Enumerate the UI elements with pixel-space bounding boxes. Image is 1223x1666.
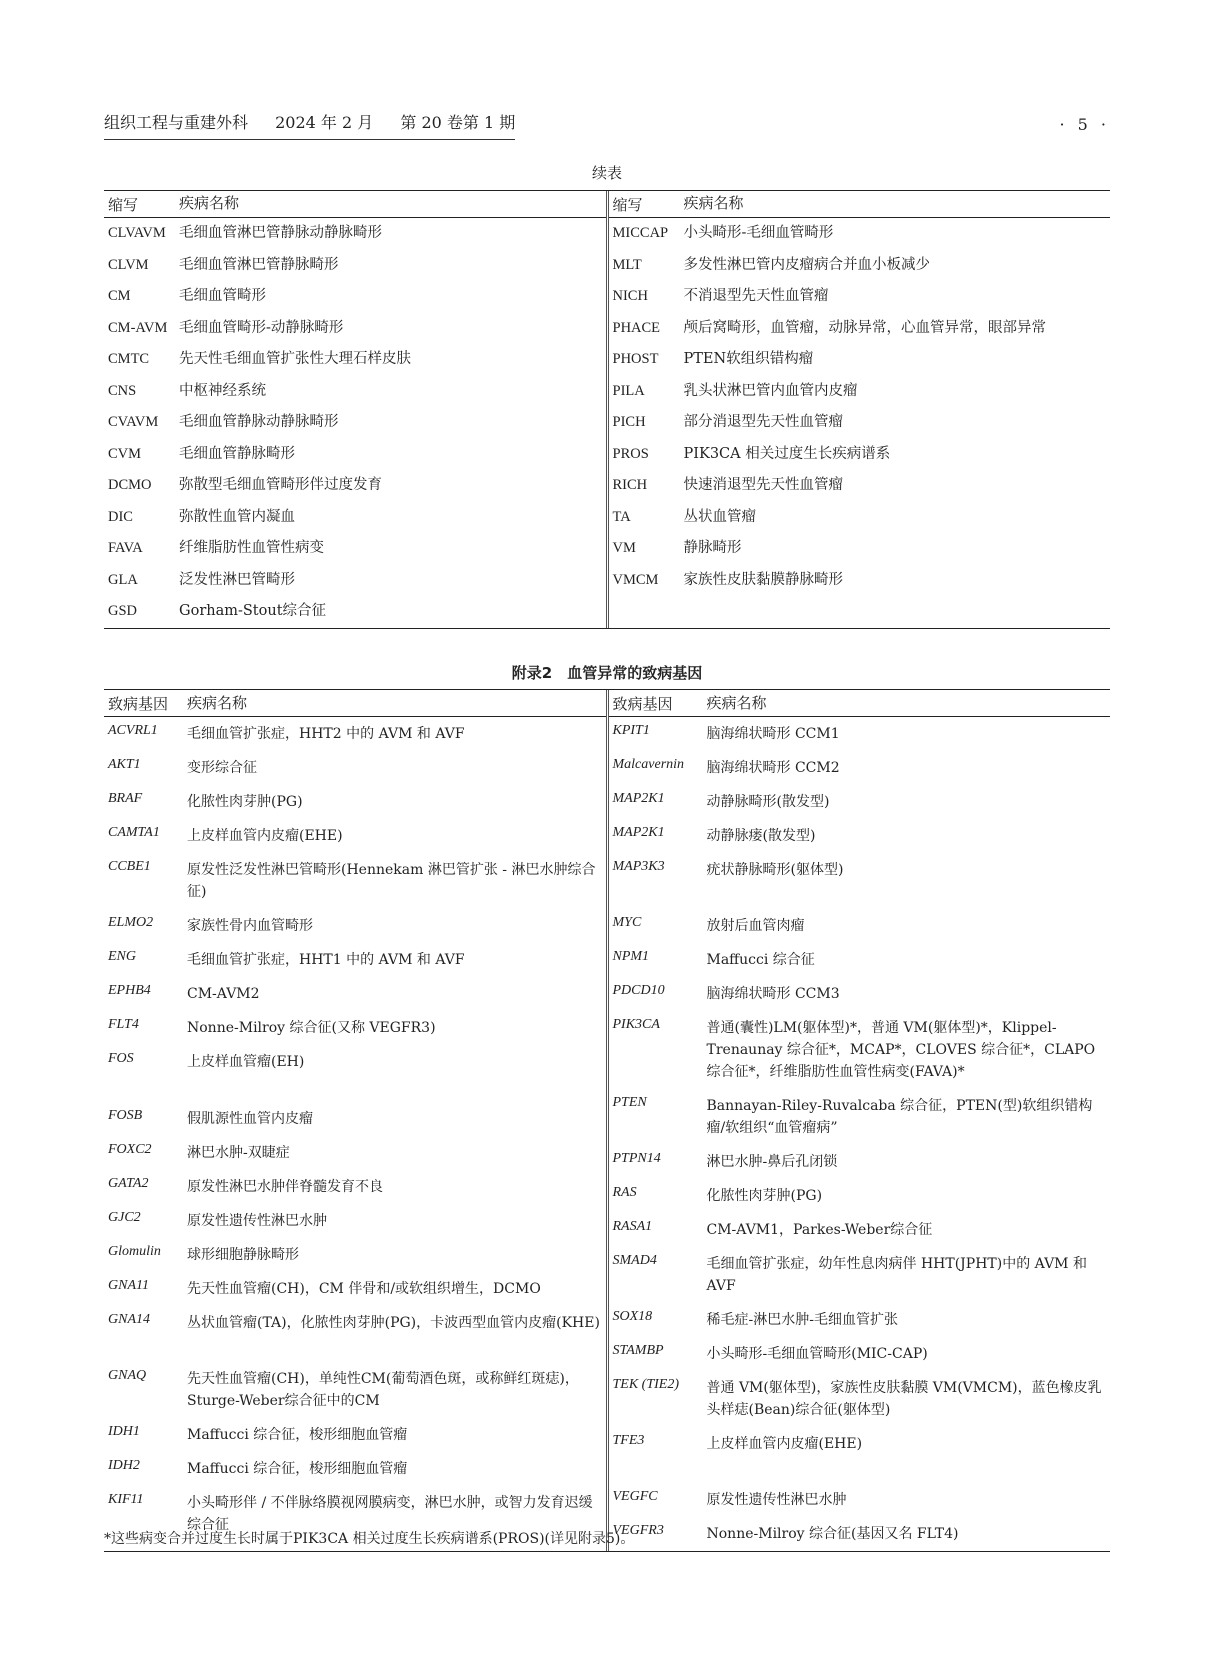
table-row — [104, 218, 606, 250]
disease-name-cell: 原发性泛发性淋巴管畸形(Hennekam 淋巴管扩张 - 淋巴水肿综合征) — [187, 862, 596, 900]
table-row — [104, 1362, 606, 1418]
gene-cell: MAP2K1 — [612, 791, 665, 806]
abbreviation-table-right — [609, 191, 1111, 628]
table-row — [609, 909, 1111, 943]
abbreviation-cell: DCMO — [108, 477, 152, 494]
journal-info — [104, 110, 515, 140]
table-row — [104, 439, 606, 471]
table-row — [609, 1089, 1111, 1145]
gene-cell: NPM1 — [612, 949, 650, 964]
table-row — [609, 1011, 1111, 1089]
table-row — [104, 376, 606, 408]
journal-issue: 第 20 卷第 1 期 — [400, 113, 516, 132]
abbreviation-cell: NICH — [612, 288, 648, 305]
gene-cell: PTPN14 — [612, 1151, 661, 1166]
disease-name-cell: 假肌源性血管内皮瘤 — [187, 1111, 313, 1127]
table-row — [609, 470, 1111, 502]
journal-title: 组织工程与重建外科 — [104, 113, 249, 132]
table2-header-right — [609, 690, 1111, 717]
table-row — [104, 565, 606, 597]
disease-name-cell: PIK3CA 相关过度生长疾病谱系 — [683, 445, 891, 462]
abbreviation-cell: CM — [108, 288, 131, 305]
header-disease: 疾病名称 — [706, 694, 767, 712]
table-row — [104, 281, 606, 313]
table-row — [104, 909, 606, 943]
running-header — [104, 110, 1110, 140]
gene-cell: ENG — [108, 949, 136, 964]
table-row — [609, 717, 1111, 751]
disease-name-cell: 家族性皮肤黏膜静脉畸形 — [683, 571, 843, 588]
abbreviation-cell: CVAVM — [108, 414, 159, 431]
table2-header-left — [104, 690, 606, 717]
gene-cell: IDH2 — [108, 1458, 140, 1473]
table1-header-left — [104, 191, 606, 218]
disease-name-cell: 小头畸形-毛细血管畸形(MIC-CAP) — [706, 1346, 928, 1362]
gene-cell: PDCD10 — [612, 983, 665, 998]
disease-name-cell: 球形细胞静脉畸形 — [187, 1247, 299, 1263]
disease-name-cell: 变形综合征 — [187, 760, 257, 776]
disease-name-cell: 上皮样血管内皮瘤(EHE) — [187, 828, 343, 844]
table-row — [609, 565, 1111, 597]
gene-cell: IDH1 — [108, 1424, 140, 1439]
disease-name-cell: 化脓性肉芽肿(PG) — [187, 794, 303, 810]
gene-cell: Glomulin — [108, 1244, 161, 1259]
abbreviation-cell: RICH — [612, 477, 648, 494]
gene-cell: MYC — [612, 915, 642, 930]
table-row — [609, 376, 1111, 408]
disease-name-cell: 中枢神经系统 — [179, 382, 266, 399]
gene-cell: TFE3 — [612, 1433, 645, 1448]
table-row — [104, 943, 606, 977]
table2-right-rows — [609, 717, 1111, 1551]
disease-name-cell: 疣状静脉畸形(躯体型) — [706, 862, 844, 878]
table-row — [609, 785, 1111, 819]
table-row — [104, 250, 606, 282]
abbreviation-cell: VMCM — [612, 571, 659, 588]
gene-cell: CCBE1 — [108, 859, 151, 874]
disease-name-cell: PTEN软组织错构瘤 — [683, 351, 814, 368]
table-row — [609, 1371, 1111, 1427]
gene-cell: CAMTA1 — [108, 825, 160, 840]
gene-cell: VEGFC — [612, 1489, 658, 1504]
abbreviation-cell: PHOST — [612, 351, 659, 368]
table1-caption: 续表 — [591, 164, 622, 182]
gene-cell: STAMBP — [612, 1343, 664, 1358]
table-row — [104, 470, 606, 502]
gene-table — [104, 689, 1110, 1552]
disease-name-cell: 乳头状淋巴管内血管内皮瘤 — [683, 382, 858, 399]
gene-cell: EPHB4 — [108, 983, 151, 998]
table-row — [609, 943, 1111, 977]
disease-name-cell: 稀毛症-淋巴水肿-毛细血管扩张 — [706, 1312, 898, 1328]
disease-name-cell: 纤维脂肪性血管性病变 — [179, 540, 324, 557]
table-row — [104, 819, 606, 853]
abbreviation-cell: PROS — [612, 445, 649, 462]
disease-name-cell: Maffucci 综合征 — [706, 952, 815, 968]
gene-table-right — [609, 690, 1111, 1551]
table-row — [609, 1145, 1111, 1179]
gene-cell: BRAF — [108, 791, 143, 806]
table-row — [609, 1483, 1111, 1517]
disease-name-cell: 毛细血管淋巴管静脉动静脉畸形 — [179, 225, 382, 242]
disease-name-cell: Maffucci 综合征，梭形细胞血管瘤 — [187, 1461, 408, 1477]
table-row — [104, 1102, 606, 1136]
disease-name-cell: Nonne-Milroy 综合征(基因又名 FLT4) — [706, 1526, 959, 1542]
table-row — [609, 1179, 1111, 1213]
disease-name-cell: 毛细血管畸形-动静脉畸形 — [179, 319, 344, 336]
disease-name-cell: 普通(囊性)LM(躯体型)*，普通 VM(躯体型)*，Klippel-Trenaunay 综合征*，MCAP*，CLOVES 综合征*，CLAPO 综合征*，纤维脂肪性血管性病变(FAVA)* — [706, 1020, 1096, 1080]
gene-cell: KPIT1 — [612, 723, 650, 738]
table-row — [609, 218, 1111, 250]
disease-name-cell: 静脉畸形 — [683, 540, 742, 557]
disease-name-cell: 小头畸形伴 / 不伴脉络膜视网膜病变，淋巴水肿，或智力发育迟缓综合征 — [187, 1495, 593, 1533]
gene-cell: RAS — [612, 1185, 637, 1200]
abbreviation-cell: CMTC — [108, 351, 150, 368]
table-row — [609, 751, 1111, 785]
table-row — [104, 1136, 606, 1170]
abbreviation-cell: CLVM — [108, 256, 149, 273]
disease-name-cell: 颅后窝畸形，血管瘤，动脉异常，心血管异常，眼部异常 — [683, 319, 1046, 336]
table-row — [609, 313, 1111, 345]
gene-cell: GNA14 — [108, 1312, 150, 1327]
footnote: *这些病变合并过度生长时属于PIK3CA 相关过度生长疾病谱系(PROS)(详见附录5)。 — [104, 1531, 635, 1547]
disease-name-cell: Bannayan-Riley-Ruvalcaba 综合征，PTEN(型)软组织错构瘤/软组织“血管瘤病” — [706, 1098, 1093, 1136]
disease-name-cell: 毛细血管静脉动静脉畸形 — [179, 414, 339, 431]
abbreviation-cell: PHACE — [612, 319, 661, 336]
abbreviation-cell: DIC — [108, 508, 133, 525]
gene-cell: GNAQ — [108, 1368, 147, 1383]
table-row — [104, 344, 606, 376]
table-row — [104, 1204, 606, 1238]
abbreviation-cell: FAVA — [108, 540, 143, 557]
table-row — [104, 751, 606, 785]
table-row — [104, 1238, 606, 1272]
disease-name-cell: 淋巴水肿-鼻后孔闭锁 — [706, 1154, 838, 1170]
header-disease: 疾病名称 — [179, 194, 240, 213]
disease-name-cell: 毛细血管扩张症，HHT1 中的 AVM 和 AVF — [187, 952, 465, 968]
disease-name-cell: Maffucci 综合征，梭形细胞血管瘤 — [187, 1427, 408, 1443]
disease-name-cell: 丛状血管瘤(TA)，化脓性肉芽肿(PG)，卡波西型血管内皮瘤(KHE) — [187, 1315, 600, 1331]
table-row — [104, 596, 606, 628]
header-gene: 致病基因 — [612, 696, 673, 713]
gene-table-left — [104, 690, 609, 1551]
table-row — [104, 1418, 606, 1452]
gene-cell: FOS — [108, 1051, 134, 1066]
gene-cell: PIK3CA — [612, 1017, 660, 1032]
disease-name-cell: 脑海绵状畸形 CCM2 — [706, 760, 840, 776]
gene-cell: GATA2 — [108, 1176, 149, 1191]
table-row — [104, 1452, 606, 1486]
disease-name-cell: 弥散性血管内凝血 — [179, 508, 295, 525]
table1-header-right — [609, 191, 1111, 218]
table-row — [609, 1337, 1111, 1371]
table-row — [609, 502, 1111, 534]
abbreviation-cell: PILA — [612, 382, 645, 399]
table-row — [609, 1247, 1111, 1303]
abbreviation-cell: VM — [612, 540, 636, 557]
disease-name-cell: 普通 VM(躯体型)，家族性皮肤黏膜 VM(VMCM)，蓝色橡皮乳头样痣(Bean)综合征(躯体型) — [706, 1380, 1102, 1418]
disease-name-cell: Gorham-Stout综合征 — [179, 603, 327, 620]
disease-name-cell: 上皮样血管内皮瘤(EHE) — [706, 1436, 863, 1452]
gene-cell: FOXC2 — [108, 1142, 152, 1157]
gene-cell: ACVRL1 — [108, 723, 158, 738]
header-disease: 疾病名称 — [187, 694, 248, 712]
table-row — [609, 344, 1111, 376]
abbreviation-cell: GSD — [108, 603, 138, 620]
gene-cell: RASA1 — [612, 1219, 653, 1234]
abbreviation-table-left — [104, 191, 609, 628]
gene-cell: SMAD4 — [612, 1253, 657, 1268]
disease-name-cell: 多发性淋巴管内皮瘤病合并血小板减少 — [683, 256, 930, 273]
table-row — [104, 407, 606, 439]
table1-left-rows — [104, 218, 606, 628]
disease-name-cell: 毛细血管扩张症，HHT2 中的 AVM 和 AVF — [187, 726, 465, 742]
gene-cell: TEK (TIE2) — [612, 1377, 679, 1392]
disease-name-cell: 家族性骨内血管畸形 — [187, 918, 313, 934]
header-abbr: 缩写 — [108, 197, 139, 214]
disease-name-cell: 丛状血管瘤 — [683, 508, 756, 525]
disease-name-cell: 脑海绵状畸形 CCM3 — [706, 986, 840, 1002]
disease-name-cell: 毛细血管静脉畸形 — [179, 445, 295, 462]
table-row — [609, 250, 1111, 282]
disease-name-cell: 放射后血管肉瘤 — [706, 918, 805, 934]
table-row — [609, 281, 1111, 313]
disease-name-cell: 先天性血管瘤(CH)，单纯性CM(葡萄酒色斑，或称鲜红斑痣)，Sturge-Weber综合征中的CM — [187, 1371, 579, 1409]
disease-name-cell: 不消退型先天性血管瘤 — [683, 288, 829, 305]
disease-name-cell: 原发性遗传性淋巴水肿 — [187, 1213, 327, 1229]
header-gene: 致病基因 — [108, 696, 169, 713]
disease-name-cell: 脑海绵状畸形 CCM1 — [706, 726, 840, 742]
disease-name-cell: 快速消退型先天性血管瘤 — [683, 477, 843, 494]
abbreviation-cell: CNS — [108, 382, 137, 399]
disease-name-cell: Nonne-Milroy 综合征(又称 VEGFR3) — [187, 1020, 436, 1036]
gene-cell: AKT1 — [108, 757, 141, 772]
gene-cell: MAP2K1 — [612, 825, 665, 840]
table-row — [609, 819, 1111, 853]
table-row — [104, 1306, 606, 1362]
table2-caption: 附录2 血管异常的致病基因 — [511, 664, 703, 682]
table-row — [104, 1045, 606, 1102]
table-row — [609, 853, 1111, 909]
gene-cell: Malcavernin — [612, 757, 685, 772]
table-row — [609, 1517, 1111, 1551]
table-row — [104, 533, 606, 565]
disease-name-cell: 先天性血管瘤(CH)，CM 伴骨和/或软组织增生，DCMO — [187, 1281, 541, 1297]
table-row — [104, 1011, 606, 1045]
table-row — [609, 1427, 1111, 1483]
abbreviation-cell: PICH — [612, 414, 646, 431]
table-row — [104, 717, 606, 751]
table-row — [609, 1303, 1111, 1337]
abbreviation-cell: CLVAVM — [108, 225, 166, 242]
disease-name-cell: 淋巴水肿-双睫症 — [187, 1145, 290, 1161]
table2-left-rows — [104, 717, 606, 1542]
table-row — [609, 407, 1111, 439]
table-row — [104, 1170, 606, 1204]
abbreviation-cell: TA — [612, 508, 631, 525]
header-abbr: 缩写 — [612, 197, 643, 214]
disease-name-cell: 弥散型毛细血管畸形伴过度发育 — [179, 477, 382, 494]
table-row — [104, 1272, 606, 1306]
disease-name-cell: 化脓性肉芽肿(PG) — [706, 1188, 823, 1204]
table-row — [104, 313, 606, 345]
abbreviation-cell: MLT — [612, 256, 642, 273]
table-row — [104, 502, 606, 534]
page-number: · 5 · — [1059, 115, 1110, 134]
gene-cell: VEGFR3 — [612, 1523, 664, 1538]
gene-cell: GJC2 — [108, 1210, 141, 1225]
table1-right-rows — [609, 218, 1111, 596]
gene-cell: PTEN — [612, 1095, 647, 1110]
gene-cell: ELMO2 — [108, 915, 154, 930]
disease-name-cell: CM-AVM1，Parkes-Weber综合征 — [706, 1222, 933, 1238]
gene-cell: SOX18 — [612, 1309, 653, 1324]
disease-name-cell: 毛细血管淋巴管静脉畸形 — [179, 256, 339, 273]
disease-name-cell: 毛细血管扩张症，幼年性息肉病伴 HHT(JPHT)中的 AVM 和 AVF — [706, 1256, 1087, 1294]
gene-cell: KIF11 — [108, 1492, 144, 1507]
disease-name-cell: 上皮样血管瘤(EH) — [187, 1054, 305, 1070]
table-row — [104, 853, 606, 909]
gene-cell: MAP3K3 — [612, 859, 665, 874]
table-row — [609, 1213, 1111, 1247]
table-row — [609, 533, 1111, 565]
disease-name-cell: 小头畸形-毛细血管畸形 — [683, 225, 834, 242]
disease-name-cell: 先天性毛细血管扩张性大理石样皮肤 — [179, 351, 411, 368]
disease-name-cell: 泛发性淋巴管畸形 — [179, 571, 295, 588]
gene-cell: FOSB — [108, 1108, 143, 1123]
disease-name-cell: 部分消退型先天性血管瘤 — [683, 414, 843, 431]
abbreviation-cell: GLA — [108, 571, 138, 588]
disease-name-cell: 原发性遗传性淋巴水肿 — [706, 1492, 847, 1508]
journal-date: 2024 年 2 月 — [275, 113, 374, 132]
table-row — [609, 439, 1111, 471]
disease-name-cell: 原发性淋巴水肿伴脊髓发育不良 — [187, 1179, 383, 1195]
gene-cell: FLT4 — [108, 1017, 139, 1032]
table-row — [609, 977, 1111, 1011]
abbreviation-table — [104, 190, 1110, 629]
abbreviation-cell: MICCAP — [612, 225, 669, 242]
abbreviation-cell: CM-AVM — [108, 319, 168, 336]
disease-name-cell: 动静脉瘘(散发型) — [706, 828, 816, 844]
abbreviation-cell: CVM — [108, 445, 142, 462]
header-disease: 疾病名称 — [683, 194, 744, 213]
disease-name-cell: CM-AVM2 — [187, 986, 260, 1002]
gene-cell: GNA11 — [108, 1278, 149, 1293]
disease-name-cell: 毛细血管畸形 — [179, 288, 266, 305]
table-row — [104, 785, 606, 819]
disease-name-cell: 动静脉畸形(散发型) — [706, 794, 830, 810]
table-row — [104, 977, 606, 1011]
